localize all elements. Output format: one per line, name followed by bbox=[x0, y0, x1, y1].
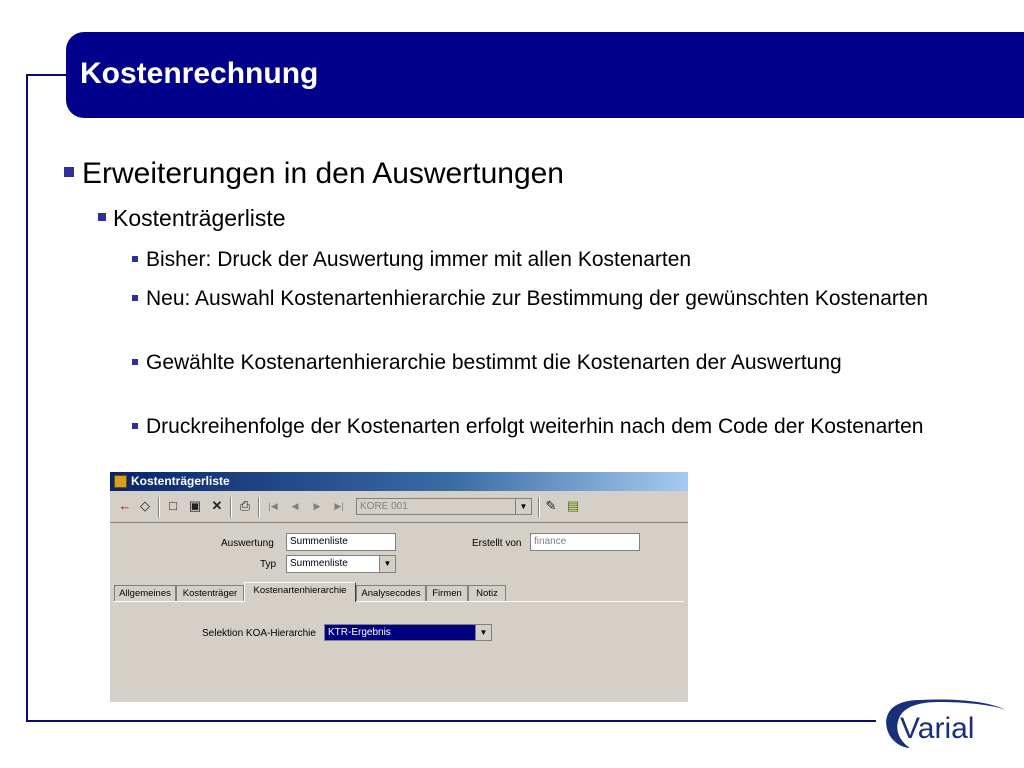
window-title: Kostenträgerliste bbox=[131, 474, 230, 488]
tab-panel bbox=[114, 601, 684, 698]
kostentraegerliste-window bbox=[110, 472, 688, 702]
toolbar-separator bbox=[158, 497, 160, 517]
logo-text: Varial bbox=[900, 712, 975, 745]
back-arrow-icon[interactable]: ← bbox=[118, 498, 132, 513]
toolbar bbox=[110, 492, 688, 523]
next-record-icon[interactable]: ▶ bbox=[313, 501, 321, 511]
erstellt-field: finance bbox=[530, 533, 640, 551]
bullet-square-icon bbox=[64, 167, 74, 177]
first-record-icon[interactable]: |◀ bbox=[268, 501, 278, 511]
new-document-icon[interactable]: □ bbox=[169, 498, 177, 513]
bullet-text: Druckreihenfolge der Kostenarten erfolgt weiterhin nach dem Code der Kostenarten bbox=[146, 415, 924, 438]
bullet-square-icon bbox=[98, 213, 106, 221]
window-titlebar[interactable] bbox=[110, 472, 688, 491]
toolbar-separator bbox=[230, 497, 232, 517]
frame-line-bottom bbox=[26, 720, 876, 722]
subheading: Kostenträgerliste bbox=[113, 205, 286, 231]
tab-notiz[interactable]: Notiz bbox=[468, 585, 506, 601]
auswertung-field[interactable]: Summenliste bbox=[286, 533, 396, 551]
window-app-icon bbox=[114, 475, 127, 488]
print-icon[interactable]: ⎙ bbox=[239, 498, 251, 513]
typ-label: Typ bbox=[260, 559, 277, 570]
tab-kostenartenhierarchie[interactable]: Kostenartenhierarchie bbox=[244, 582, 356, 602]
toolbar-separator bbox=[258, 497, 260, 517]
bullet-square-icon bbox=[132, 256, 138, 262]
frame-line-left bbox=[26, 74, 28, 722]
selektion-label: Selektion KOA-Hierarchie bbox=[202, 628, 316, 639]
tab-firmen[interactable]: Firmen bbox=[426, 585, 468, 601]
edit-icon[interactable]: ✎ bbox=[545, 498, 557, 513]
eraser-icon[interactable]: ◇ bbox=[140, 498, 150, 513]
frame-line-top bbox=[26, 74, 66, 76]
chevron-down-icon[interactable]: ▼ bbox=[515, 499, 531, 514]
last-record-icon[interactable]: ▶| bbox=[334, 501, 344, 511]
typ-select[interactable] bbox=[286, 555, 396, 573]
auswertung-label: Auswertung bbox=[221, 538, 274, 549]
bullet-text: Gewählte Kostenartenhierarchie bestimmt die Kostenarten der Auswertung bbox=[146, 351, 842, 374]
record-combo-value: KORE 001 bbox=[360, 501, 408, 512]
chevron-down-icon[interactable]: ▼ bbox=[379, 556, 395, 572]
erstellt-label: Erstellt von bbox=[472, 538, 522, 549]
bullet-text: Neu: Auswahl Kostenartenhierarchie zur Bestimmung der gewünschten Kostenarten bbox=[146, 287, 929, 310]
toolbar-separator bbox=[538, 497, 540, 517]
record-combo[interactable] bbox=[356, 498, 532, 515]
bullet-text: Bisher: Druck der Auswertung immer mit allen Kostenarten bbox=[146, 248, 692, 271]
bullet-square-icon bbox=[132, 423, 138, 429]
heading: Erweiterungen in den Auswertungen bbox=[82, 157, 564, 190]
tab-allgemeines[interactable]: Allgemeines bbox=[114, 585, 176, 601]
slide-title: Kostenrechnung bbox=[80, 57, 319, 90]
bullet-square-icon bbox=[132, 359, 138, 365]
tab-analysecodes[interactable]: Analysecodes bbox=[356, 585, 426, 601]
tab-kostentraeger[interactable]: Kostenträger bbox=[176, 585, 244, 601]
varial-logo bbox=[880, 694, 1010, 752]
selektion-koa-hierarchie-select[interactable] bbox=[324, 624, 492, 641]
chevron-down-icon[interactable]: ▼ bbox=[475, 625, 491, 640]
delete-icon[interactable]: ✕ bbox=[211, 498, 223, 513]
typ-select-value: Summenliste bbox=[290, 558, 348, 569]
save-icon[interactable]: ▣ bbox=[188, 498, 202, 513]
bullet-square-icon bbox=[132, 295, 138, 301]
selektion-value: KTR-Ergebnis bbox=[328, 627, 391, 638]
previous-record-icon[interactable]: ◀ bbox=[291, 501, 299, 511]
clipboard-icon[interactable]: ▤ bbox=[566, 498, 580, 513]
